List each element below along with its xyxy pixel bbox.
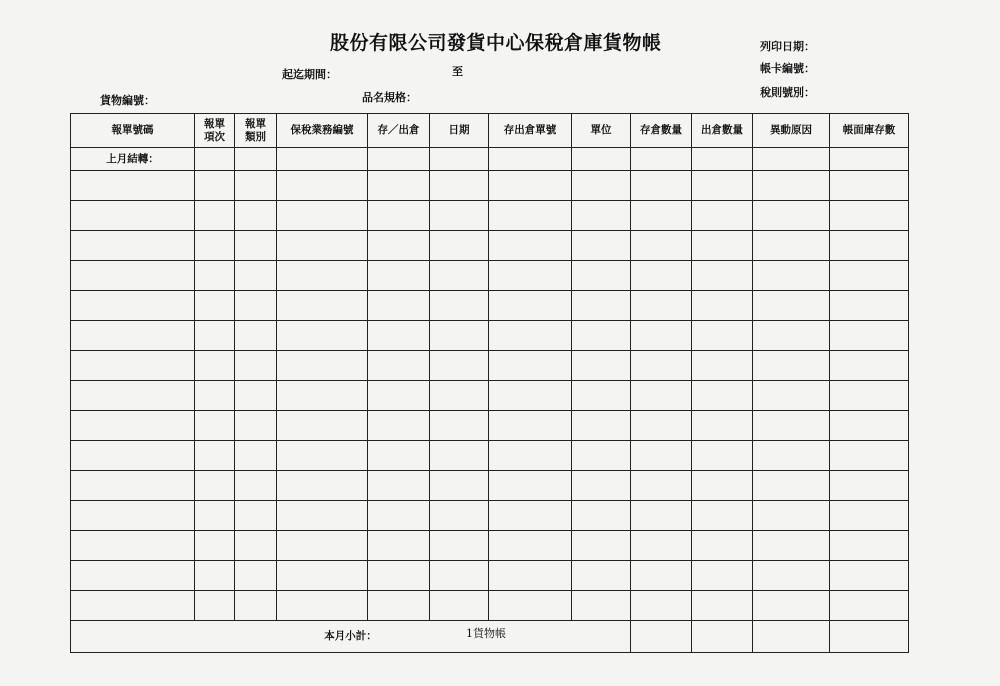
ledger-cell (631, 561, 692, 591)
ledger-cell (277, 501, 368, 531)
ledger-row (71, 321, 909, 351)
ledger-cell (368, 351, 430, 381)
ledger-cell (368, 261, 430, 291)
ledger-row (71, 411, 909, 441)
ledger-cell (692, 591, 753, 621)
ledger-row (71, 381, 909, 411)
ledger-cell (631, 321, 692, 351)
ledger-cell (753, 411, 830, 441)
column-header: 報單類別 (235, 114, 277, 148)
ledger-cell (753, 501, 830, 531)
ledger-cell (830, 291, 909, 321)
ledger-cell (277, 351, 368, 381)
subtotal-label: 本月小計： (71, 621, 631, 653)
carry-forward-label: 上月結轉： (71, 148, 195, 171)
ledger-cell (71, 171, 195, 201)
ledger-cell (368, 411, 430, 441)
ledger-cell (235, 321, 277, 351)
ledger-cell (631, 261, 692, 291)
ledger-cell (753, 471, 830, 501)
column-header: 報單號碼 (71, 114, 195, 148)
ledger-cell (430, 351, 489, 381)
card-number-label: 帳卡編號： (760, 62, 815, 75)
ledger-cell (753, 291, 830, 321)
ledger-cell (489, 381, 572, 411)
ledger-cell (489, 171, 572, 201)
ledger-cell (430, 231, 489, 261)
goods-number-label: 貨物編號： (100, 94, 155, 107)
ledger-cell (235, 291, 277, 321)
ledger-cell (430, 321, 489, 351)
ledger-row (71, 201, 909, 231)
ledger-cell (830, 561, 909, 591)
ledger-cell (692, 291, 753, 321)
ledger-cell (368, 381, 430, 411)
ledger-cell (572, 591, 631, 621)
ledger-cell (753, 171, 830, 201)
ledger-cell (631, 201, 692, 231)
ledger-cell (692, 471, 753, 501)
column-header: 帳面庫存數 (830, 114, 909, 148)
ledger-cell (753, 201, 830, 231)
ledger-cell (430, 591, 489, 621)
ledger-cell (489, 261, 572, 291)
ledger-cell (830, 531, 909, 561)
ledger-cell (631, 171, 692, 201)
column-header: 存倉數量 (631, 114, 692, 148)
ledger-cell (71, 441, 195, 471)
ledger-cell (71, 231, 195, 261)
ledger-cell (71, 261, 195, 291)
ledger-cell (430, 471, 489, 501)
ledger-cell (195, 201, 235, 231)
ledger-cell (631, 291, 692, 321)
header-row (71, 114, 909, 148)
ledger-cell (430, 411, 489, 441)
ledger-cell (71, 591, 195, 621)
column-header: 存／出倉 (368, 114, 430, 148)
ledger-cell (572, 381, 631, 411)
ledger-cell (71, 381, 195, 411)
ledger-cell (71, 351, 195, 381)
ledger-cell (692, 561, 753, 591)
ledger-cell (830, 351, 909, 381)
ledger-cell (430, 381, 489, 411)
ledger-cell (368, 201, 430, 231)
ledger-cell (430, 201, 489, 231)
print-date-label: 列印日期： (760, 40, 815, 53)
ledger-cell (572, 201, 631, 231)
column-header: 存出倉單號 (489, 114, 572, 148)
column-header: 異動原因 (753, 114, 830, 148)
ledger-cell (692, 321, 753, 351)
ledger-cell (235, 441, 277, 471)
ledger-cell (195, 501, 235, 531)
ledger-cell (489, 591, 572, 621)
ledger-cell (368, 471, 430, 501)
ledger-cell (195, 591, 235, 621)
ledger-row (71, 561, 909, 591)
ledger-cell (430, 441, 489, 471)
ledger-cell (195, 171, 235, 201)
ledger-cell (430, 501, 489, 531)
period-label: 起迄期間： (282, 68, 337, 81)
ledger-cell (631, 501, 692, 531)
page-footer: 1貨物帳 (466, 627, 506, 640)
ledger-cell (368, 501, 430, 531)
ledger-cell (368, 321, 430, 351)
ledger-cell (430, 171, 489, 201)
ledger-cell (692, 171, 753, 201)
ledger-cell (631, 471, 692, 501)
ledger-cell (692, 501, 753, 531)
ledger-cell (631, 231, 692, 261)
ledger-cell (830, 231, 909, 261)
ledger-cell (572, 231, 631, 261)
ledger-cell (235, 231, 277, 261)
ledger-cell (830, 441, 909, 471)
ledger-cell (830, 171, 909, 201)
ledger-cell (235, 261, 277, 291)
ledger-row (71, 531, 909, 561)
ledger-cell (830, 201, 909, 231)
column-header: 報單項次 (195, 114, 235, 148)
ledger-cell (631, 591, 692, 621)
tariff-number-label: 稅則號別： (760, 86, 815, 99)
ledger-cell (277, 321, 368, 351)
ledger-cell (489, 291, 572, 321)
ledger-cell (235, 501, 277, 531)
ledger-cell (753, 321, 830, 351)
column-header: 出倉數量 (692, 114, 753, 148)
ledger-cell (71, 501, 195, 531)
ledger-cell (368, 591, 430, 621)
ledger-cell (195, 531, 235, 561)
ledger-cell (692, 261, 753, 291)
ledger-cell (753, 351, 830, 381)
ledger-cell (277, 471, 368, 501)
ledger-cell (195, 351, 235, 381)
ledger-cell (489, 501, 572, 531)
ledger-cell (489, 411, 572, 441)
ledger-cell (195, 411, 235, 441)
ledger-cell (195, 321, 235, 351)
ledger-cell (572, 441, 631, 471)
ledger-cell (830, 591, 909, 621)
ledger-cell (195, 441, 235, 471)
ledger-cell (195, 561, 235, 591)
ledger-cell (277, 561, 368, 591)
ledger-cell (368, 291, 430, 321)
ledger-cell (753, 231, 830, 261)
ledger-cell (753, 531, 830, 561)
ledger-cell (71, 531, 195, 561)
ledger-cell (489, 531, 572, 561)
ledger-row (71, 441, 909, 471)
ledger-cell (71, 471, 195, 501)
ledger-cell (631, 381, 692, 411)
ledger-cell (368, 231, 430, 261)
ledger-cell (830, 261, 909, 291)
ledger-cell (753, 591, 830, 621)
ledger-cell (572, 411, 631, 441)
ledger-cell (71, 321, 195, 351)
ledger-cell (692, 231, 753, 261)
ledger-cell (368, 171, 430, 201)
ledger-cell (235, 171, 277, 201)
ledger-cell (277, 261, 368, 291)
ledger-cell (195, 231, 235, 261)
ledger-cell (631, 531, 692, 561)
ledger-cell (235, 201, 277, 231)
column-header: 保稅業務編號 (277, 114, 368, 148)
ledger-cell (489, 351, 572, 381)
ledger-cell (830, 321, 909, 351)
ledger-cell (692, 531, 753, 561)
ledger-cell (235, 411, 277, 441)
ledger-cell (235, 381, 277, 411)
ledger-cell (368, 561, 430, 591)
ledger-cell (753, 381, 830, 411)
column-header: 日期 (430, 114, 489, 148)
ledger-cell (572, 321, 631, 351)
spec-label: 品名規格： (362, 91, 417, 104)
ledger-cell (195, 471, 235, 501)
ledger-cell (489, 231, 572, 261)
ledger-cell (692, 351, 753, 381)
ledger-cell (277, 441, 368, 471)
ledger-cell (631, 351, 692, 381)
ledger-cell (753, 441, 830, 471)
ledger-cell (489, 201, 572, 231)
ledger-cell (830, 381, 909, 411)
ledger-cell (572, 261, 631, 291)
ledger-cell (195, 291, 235, 321)
ledger-cell (277, 201, 368, 231)
period-to-label: 至 (452, 65, 463, 78)
ledger-cell (235, 351, 277, 381)
ledger-cell (753, 261, 830, 291)
form-title: 股份有限公司發貨中心保稅倉庫貨物帳 (330, 32, 662, 54)
ledger-cell (572, 291, 631, 321)
ledger-cell (368, 531, 430, 561)
ledger-cell (277, 531, 368, 561)
ledger-cell (430, 561, 489, 591)
ledger-cell (489, 561, 572, 591)
ledger-cell (572, 351, 631, 381)
ledger-cell (489, 471, 572, 501)
ledger-cell (830, 411, 909, 441)
ledger-cell (830, 471, 909, 501)
ledger-cell (71, 291, 195, 321)
ledger-cell (277, 291, 368, 321)
ledger-cell (489, 321, 572, 351)
ledger-cell (489, 441, 572, 471)
ledger-cell (277, 381, 368, 411)
ledger-row (71, 471, 909, 501)
ledger-cell (235, 531, 277, 561)
ledger-cell (277, 591, 368, 621)
ledger-row (71, 231, 909, 261)
ledger-cell (692, 201, 753, 231)
ledger-cell (572, 171, 631, 201)
ledger-cell (430, 531, 489, 561)
ledger-cell (572, 471, 631, 501)
ledger-cell (235, 561, 277, 591)
ledger-cell (572, 561, 631, 591)
ledger-cell (572, 501, 631, 531)
ledger-row (71, 351, 909, 381)
ledger-row (71, 501, 909, 531)
ledger-row (71, 291, 909, 321)
ledger-cell (430, 291, 489, 321)
ledger-cell (631, 441, 692, 471)
ledger-cell (572, 531, 631, 561)
ledger-cell (368, 441, 430, 471)
ledger-cell (692, 381, 753, 411)
ledger-cell (195, 261, 235, 291)
ledger-cell (692, 411, 753, 441)
ledger-cell (195, 381, 235, 411)
ledger-cell (753, 561, 830, 591)
ledger-table (70, 113, 909, 653)
ledger-cell (235, 471, 277, 501)
ledger-cell (277, 411, 368, 441)
ledger-row (71, 591, 909, 621)
ledger-cell (277, 171, 368, 201)
ledger-cell (631, 411, 692, 441)
column-header: 單位 (572, 114, 631, 148)
ledger-cell (430, 261, 489, 291)
ledger-cell (277, 231, 368, 261)
ledger-cell (71, 411, 195, 441)
carry-forward-row (71, 148, 909, 171)
ledger-cell (71, 201, 195, 231)
ledger-cell (830, 501, 909, 531)
ledger-cell (235, 591, 277, 621)
ledger-cell (692, 441, 753, 471)
ledger-row (71, 171, 909, 201)
ledger-cell (71, 561, 195, 591)
ledger-row (71, 261, 909, 291)
